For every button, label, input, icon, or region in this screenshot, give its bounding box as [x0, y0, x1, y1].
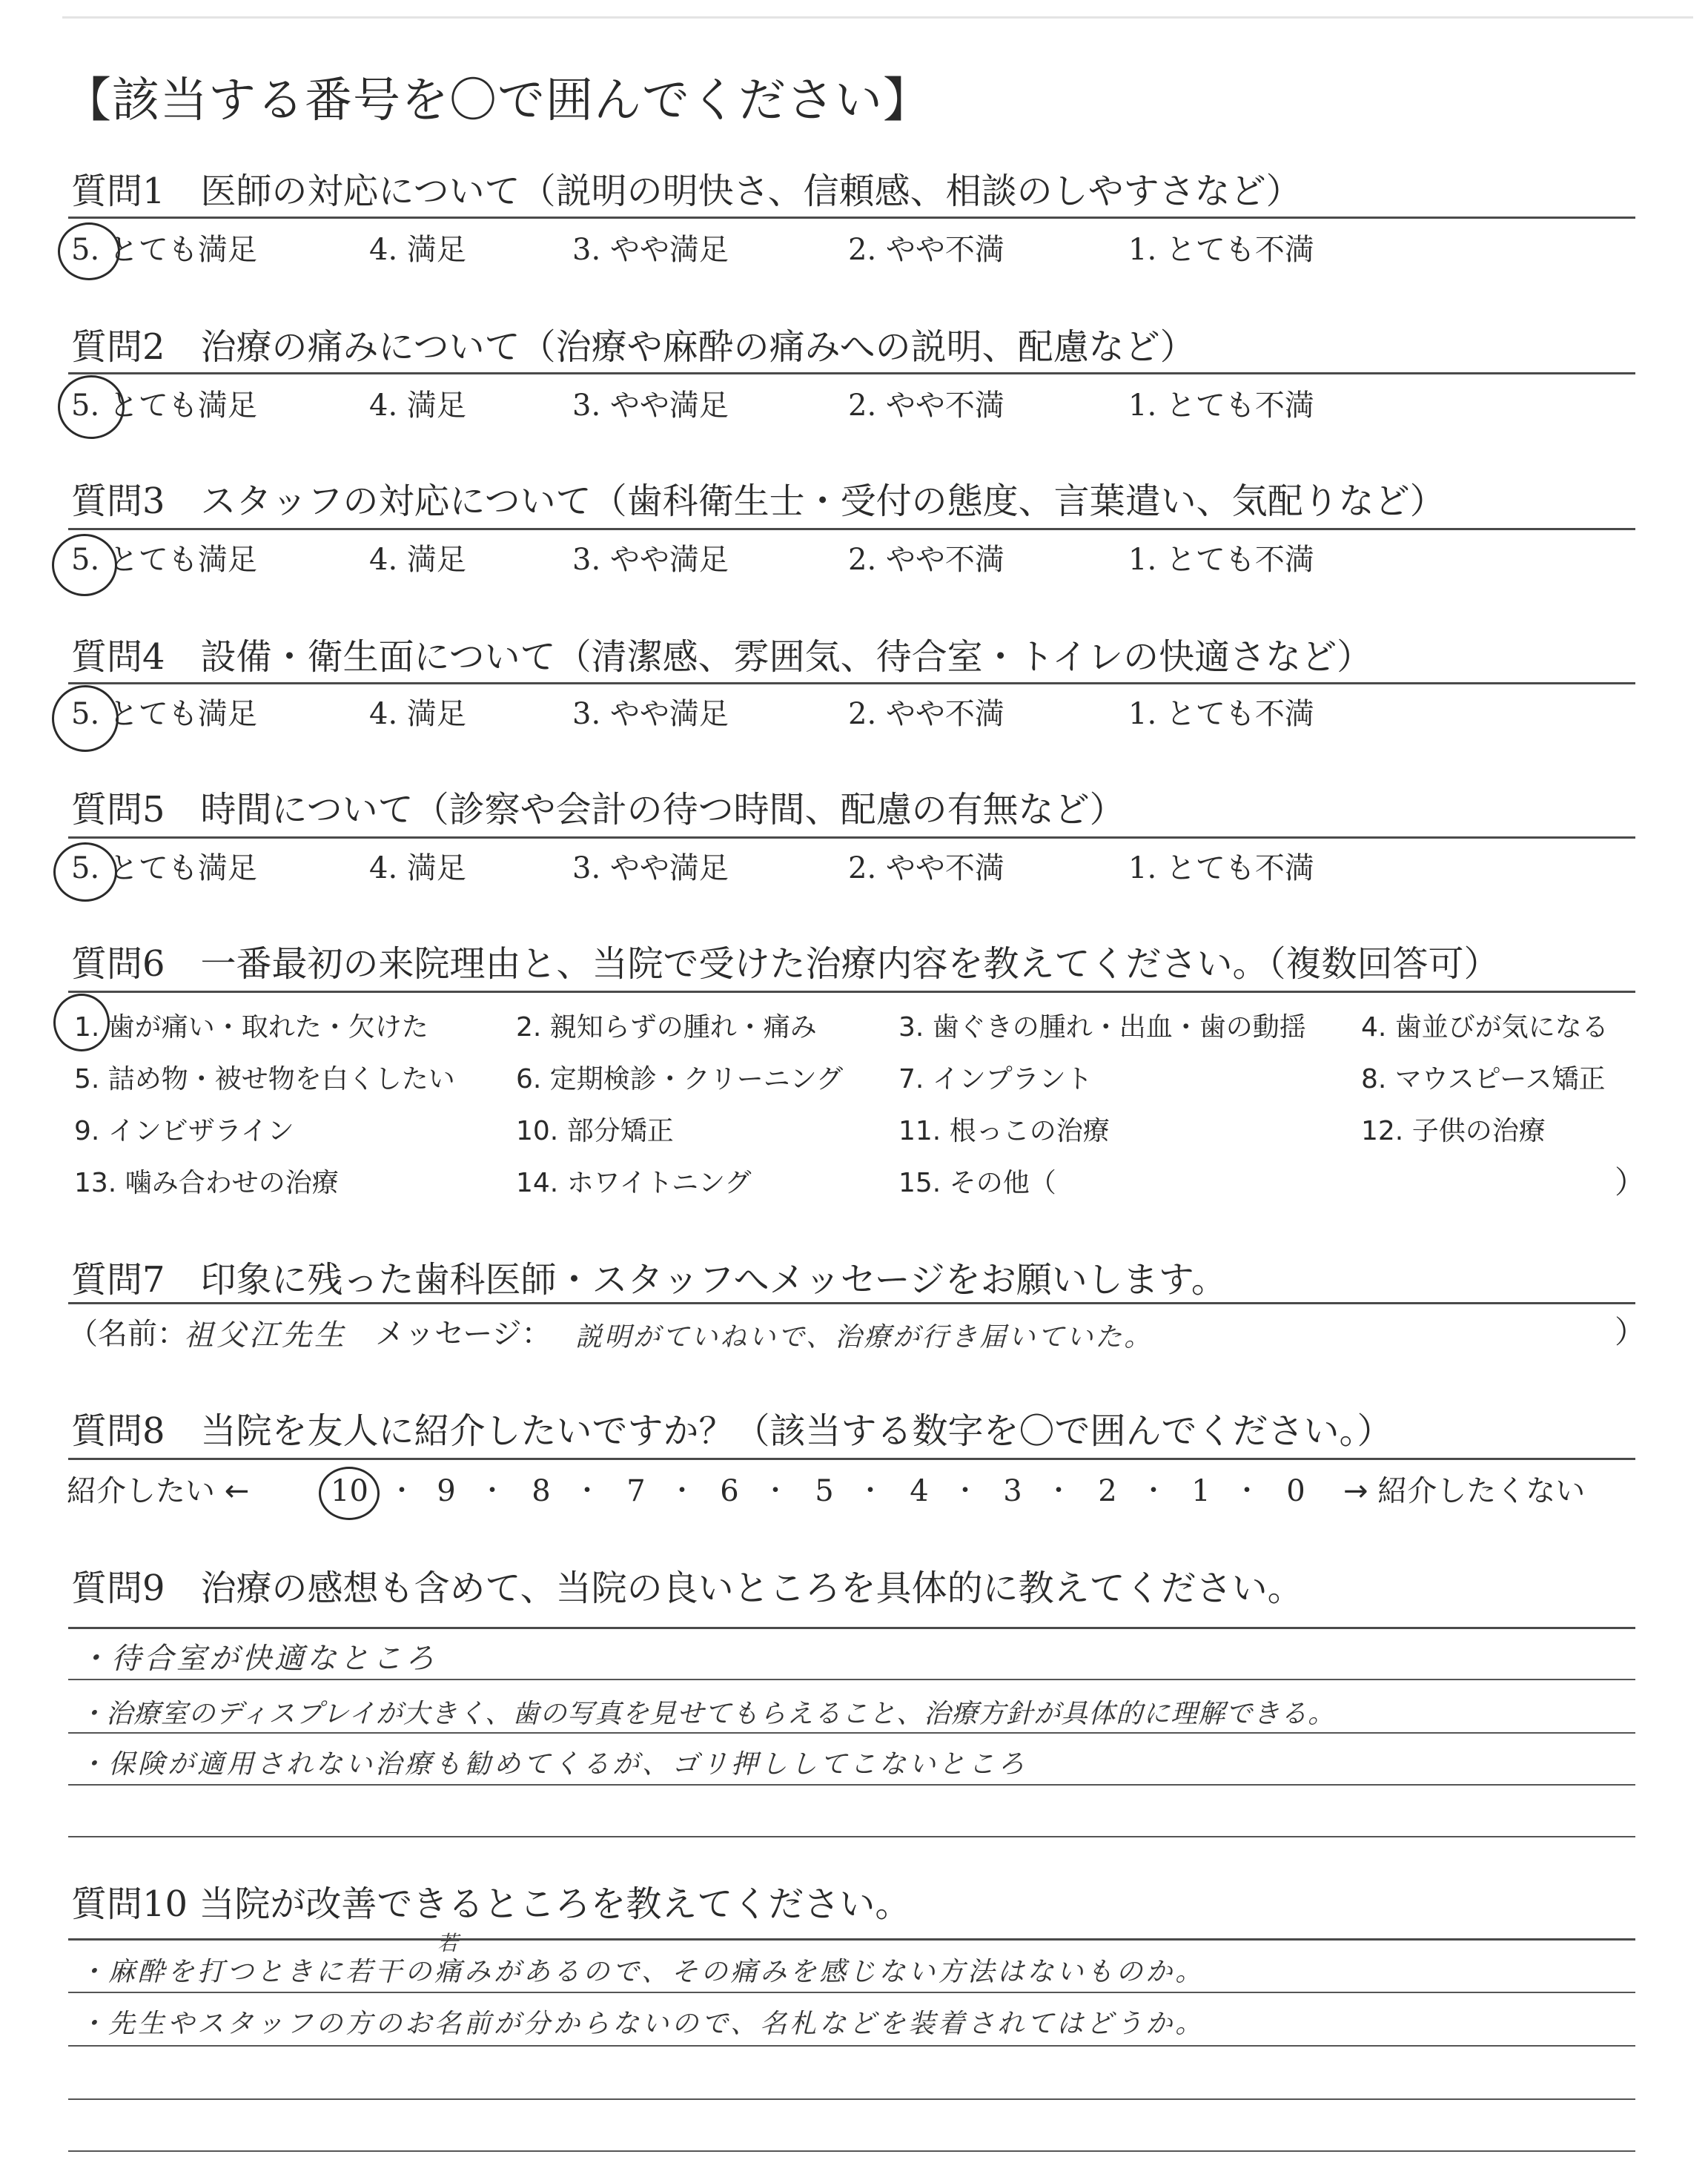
rating-option-5[interactable]: 5. とても満足 [71, 543, 257, 577]
rating-option-4[interactable]: 4. 満足 [369, 233, 466, 267]
selection-circle [58, 222, 120, 280]
scale-value-1[interactable]: 1 [1191, 1474, 1211, 1508]
question-title: 質問10 当院が改善できるところを教えてください。 [71, 1883, 911, 1925]
reason-option-3[interactable]: 3. 歯ぐきの腫れ・出血・歯の動揺 [898, 1012, 1306, 1043]
scale-separator: ・ [479, 1476, 506, 1506]
answer-line-2[interactable]: ・先生やスタッフの方のお名前が分からないので、名札などを装着されてはどうか。 [79, 2009, 1205, 2039]
reason-option-9[interactable]: 9. インビザライン [74, 1116, 294, 1146]
question-title: 質問1 医師の対応について（説明の明快さ、信頼感、相談のしやすさなど） [71, 171, 1302, 212]
scale-separator: ・ [857, 1476, 884, 1506]
reason-option-4[interactable]: 4. 歯並びが気になる [1361, 1012, 1609, 1043]
message-value[interactable]: 説明がていねいで、治療が行き届いていた。 [575, 1322, 1153, 1353]
scale-separator: ・ [1045, 1476, 1073, 1506]
scale-value-4[interactable]: 4 [910, 1474, 929, 1508]
reason-option-1[interactable]: 1. 歯が痛い・取れた・欠けた [74, 1012, 428, 1043]
question-rule [68, 1627, 1635, 1629]
rating-option-1[interactable]: 1. とても不満 [1128, 543, 1314, 577]
question-rule [68, 1938, 1635, 1941]
question-rule [68, 1458, 1635, 1460]
rating-option-1[interactable]: 1. とても不満 [1128, 233, 1314, 267]
reason-option-5[interactable]: 5. 詰め物・被せ物を白くしたい [74, 1064, 455, 1094]
selection-circle [52, 534, 117, 596]
rating-option-5[interactable]: 5. とても満足 [71, 851, 257, 885]
selection-circle [52, 685, 119, 752]
scale-separator: ・ [388, 1476, 416, 1506]
question-title: 質問9 治療の感想も含めて、当院の良いところを具体的に教えてください。 [71, 1568, 1303, 1609]
answer-line-3[interactable]: ・保険が適用されない治療も勧めてくるが、ゴリ押ししてこないところ [79, 1749, 1028, 1780]
reason-option-7[interactable]: 7. インプラント [898, 1064, 1093, 1094]
correction-note: 若 [437, 1931, 459, 1955]
reason-option-6[interactable]: 6. 定期検診・クリーニング [516, 1064, 844, 1094]
selection-circle [58, 375, 125, 439]
question-rule [68, 372, 1635, 374]
scale-value-0[interactable]: 0 [1286, 1474, 1305, 1508]
scale-separator: ・ [574, 1476, 601, 1506]
question-title: 質問8 当院を友人に紹介したいですか？（該当する数字を〇で囲んでください。） [71, 1410, 1393, 1452]
scale-separator: ・ [1140, 1476, 1168, 1506]
question-rule [68, 217, 1635, 219]
question-rule [68, 836, 1635, 839]
reason-option-11[interactable]: 11. 根っこの治療 [898, 1116, 1110, 1146]
question-rule [68, 682, 1635, 684]
reason-option-2[interactable]: 2. 親知らずの腫れ・痛み [516, 1012, 817, 1043]
rating-option-3[interactable]: 3. やや満足 [572, 389, 729, 423]
selection-circle [53, 842, 117, 902]
rating-option-3[interactable]: 3. やや満足 [572, 851, 729, 885]
rating-option-3[interactable]: 3. やや満足 [572, 697, 729, 731]
question-title: 質問6 一番最初の来院理由と、当院で受けた治療内容を教えてください。（複数回答可） [71, 943, 1500, 985]
rating-option-3[interactable]: 3. やや満足 [572, 233, 729, 267]
rating-option-2[interactable]: 2. やや不満 [848, 389, 1004, 423]
answer-rule [68, 2150, 1635, 2152]
selection-circle [53, 994, 110, 1051]
rating-option-5[interactable]: 5. とても満足 [71, 697, 257, 731]
page-top-rule [62, 16, 1693, 19]
answer-rule [68, 2045, 1635, 2047]
answer-rule [68, 1732, 1635, 1734]
name-value[interactable]: 祖父江先生 [184, 1318, 347, 1353]
answer-rule [68, 1992, 1635, 1993]
rating-option-4[interactable]: 4. 満足 [369, 697, 466, 731]
rating-option-2[interactable]: 2. やや不満 [848, 543, 1004, 577]
reason-option-13[interactable]: 13. 噛み合わせの治療 [74, 1168, 339, 1198]
scale-separator: ・ [762, 1476, 790, 1506]
scale-right-label: → 紹介したくない [1343, 1474, 1586, 1508]
name-label: （名前： [68, 1317, 187, 1351]
question-title: 質問3 スタッフの対応について（歯科衛生士・受付の態度、言葉遣い、気配りなど） [71, 480, 1446, 522]
scale-separator: ・ [952, 1476, 979, 1506]
question-rule [68, 528, 1635, 530]
scale-separator: ・ [669, 1476, 696, 1506]
answer-line-1[interactable]: ・待合室が快適なところ [79, 1642, 437, 1676]
rating-option-5[interactable]: 5. とても満足 [71, 389, 257, 423]
reason-option-14[interactable]: 14. ホワイトニング [516, 1168, 752, 1198]
scale-value-3[interactable]: 3 [1003, 1474, 1022, 1508]
answer-rule [68, 1836, 1635, 1837]
reason-option-15[interactable]: 15. その他（ [898, 1168, 1056, 1198]
question-title: 質問7 印象に残った歯科医師・スタッフへメッセージをお願いします。 [71, 1259, 1227, 1301]
scale-value-5[interactable]: 5 [815, 1474, 834, 1508]
scale-value-2[interactable]: 2 [1098, 1474, 1117, 1508]
rating-option-1[interactable]: 1. とても不満 [1128, 389, 1314, 423]
question-title: 質問4 設備・衛生面について（清潔感、雰囲気、待合室・トイレの快適さなど） [71, 636, 1373, 678]
rating-option-4[interactable]: 4. 満足 [369, 851, 466, 885]
reason-option-12[interactable]: 12. 子供の治療 [1361, 1116, 1546, 1146]
answer-rule [68, 2098, 1635, 2100]
rating-option-2[interactable]: 2. やや不満 [848, 697, 1004, 731]
rating-option-2[interactable]: 2. やや不満 [848, 851, 1004, 885]
scale-separator: ・ [1234, 1476, 1261, 1506]
rating-option-4[interactable]: 4. 満足 [369, 389, 466, 423]
message-close-paren: ） [1615, 1314, 1646, 1350]
rating-option-4[interactable]: 4. 満足 [369, 543, 466, 577]
scale-value-8[interactable]: 8 [532, 1474, 551, 1508]
question-title: 質問5 時間について（診察や会計の待つ時間、配慮の有無など） [71, 789, 1125, 830]
answer-rule [68, 1679, 1635, 1680]
rating-option-5[interactable]: 5. とても満足 [71, 233, 257, 267]
selection-circle [319, 1467, 380, 1520]
other-close-paren: ） [1615, 1164, 1646, 1200]
scale-value-6[interactable]: 6 [720, 1474, 739, 1508]
answer-rule [68, 1784, 1635, 1786]
page-title: 【該当する番号を〇で囲んでください】 [64, 73, 931, 128]
question-rule [68, 1302, 1635, 1304]
question-rule [68, 991, 1635, 993]
scale-value-7[interactable]: 7 [626, 1474, 646, 1508]
rating-option-1[interactable]: 1. とても不満 [1128, 697, 1314, 731]
scale-left-label: 紹介したい ← [67, 1474, 250, 1508]
answer-line-1[interactable]: ・麻酔を打つときに若干の痛みがあるので、その痛みを感じない方法はないものか。 [79, 1957, 1205, 1987]
scale-value-10[interactable]: 10 [331, 1474, 368, 1508]
answer-line-2[interactable]: ・治療室のディスプレイが大きく、歯の写真を見せてもらえること、治療方針が具体的に理解できる。 [79, 1699, 1336, 1729]
rating-option-1[interactable]: 1. とても不満 [1128, 851, 1314, 885]
message-label: メッセージ： [375, 1317, 552, 1351]
rating-option-3[interactable]: 3. やや満足 [572, 543, 729, 577]
question-title: 質問2 治療の痛みについて（治療や麻酔の痛みへの説明、配慮など） [71, 326, 1196, 368]
reason-option-8[interactable]: 8. マウスピース矯正 [1361, 1064, 1606, 1094]
scale-value-9[interactable]: 9 [437, 1474, 456, 1508]
reason-option-10[interactable]: 10. 部分矯正 [516, 1116, 674, 1146]
rating-option-2[interactable]: 2. やや不満 [848, 233, 1004, 267]
